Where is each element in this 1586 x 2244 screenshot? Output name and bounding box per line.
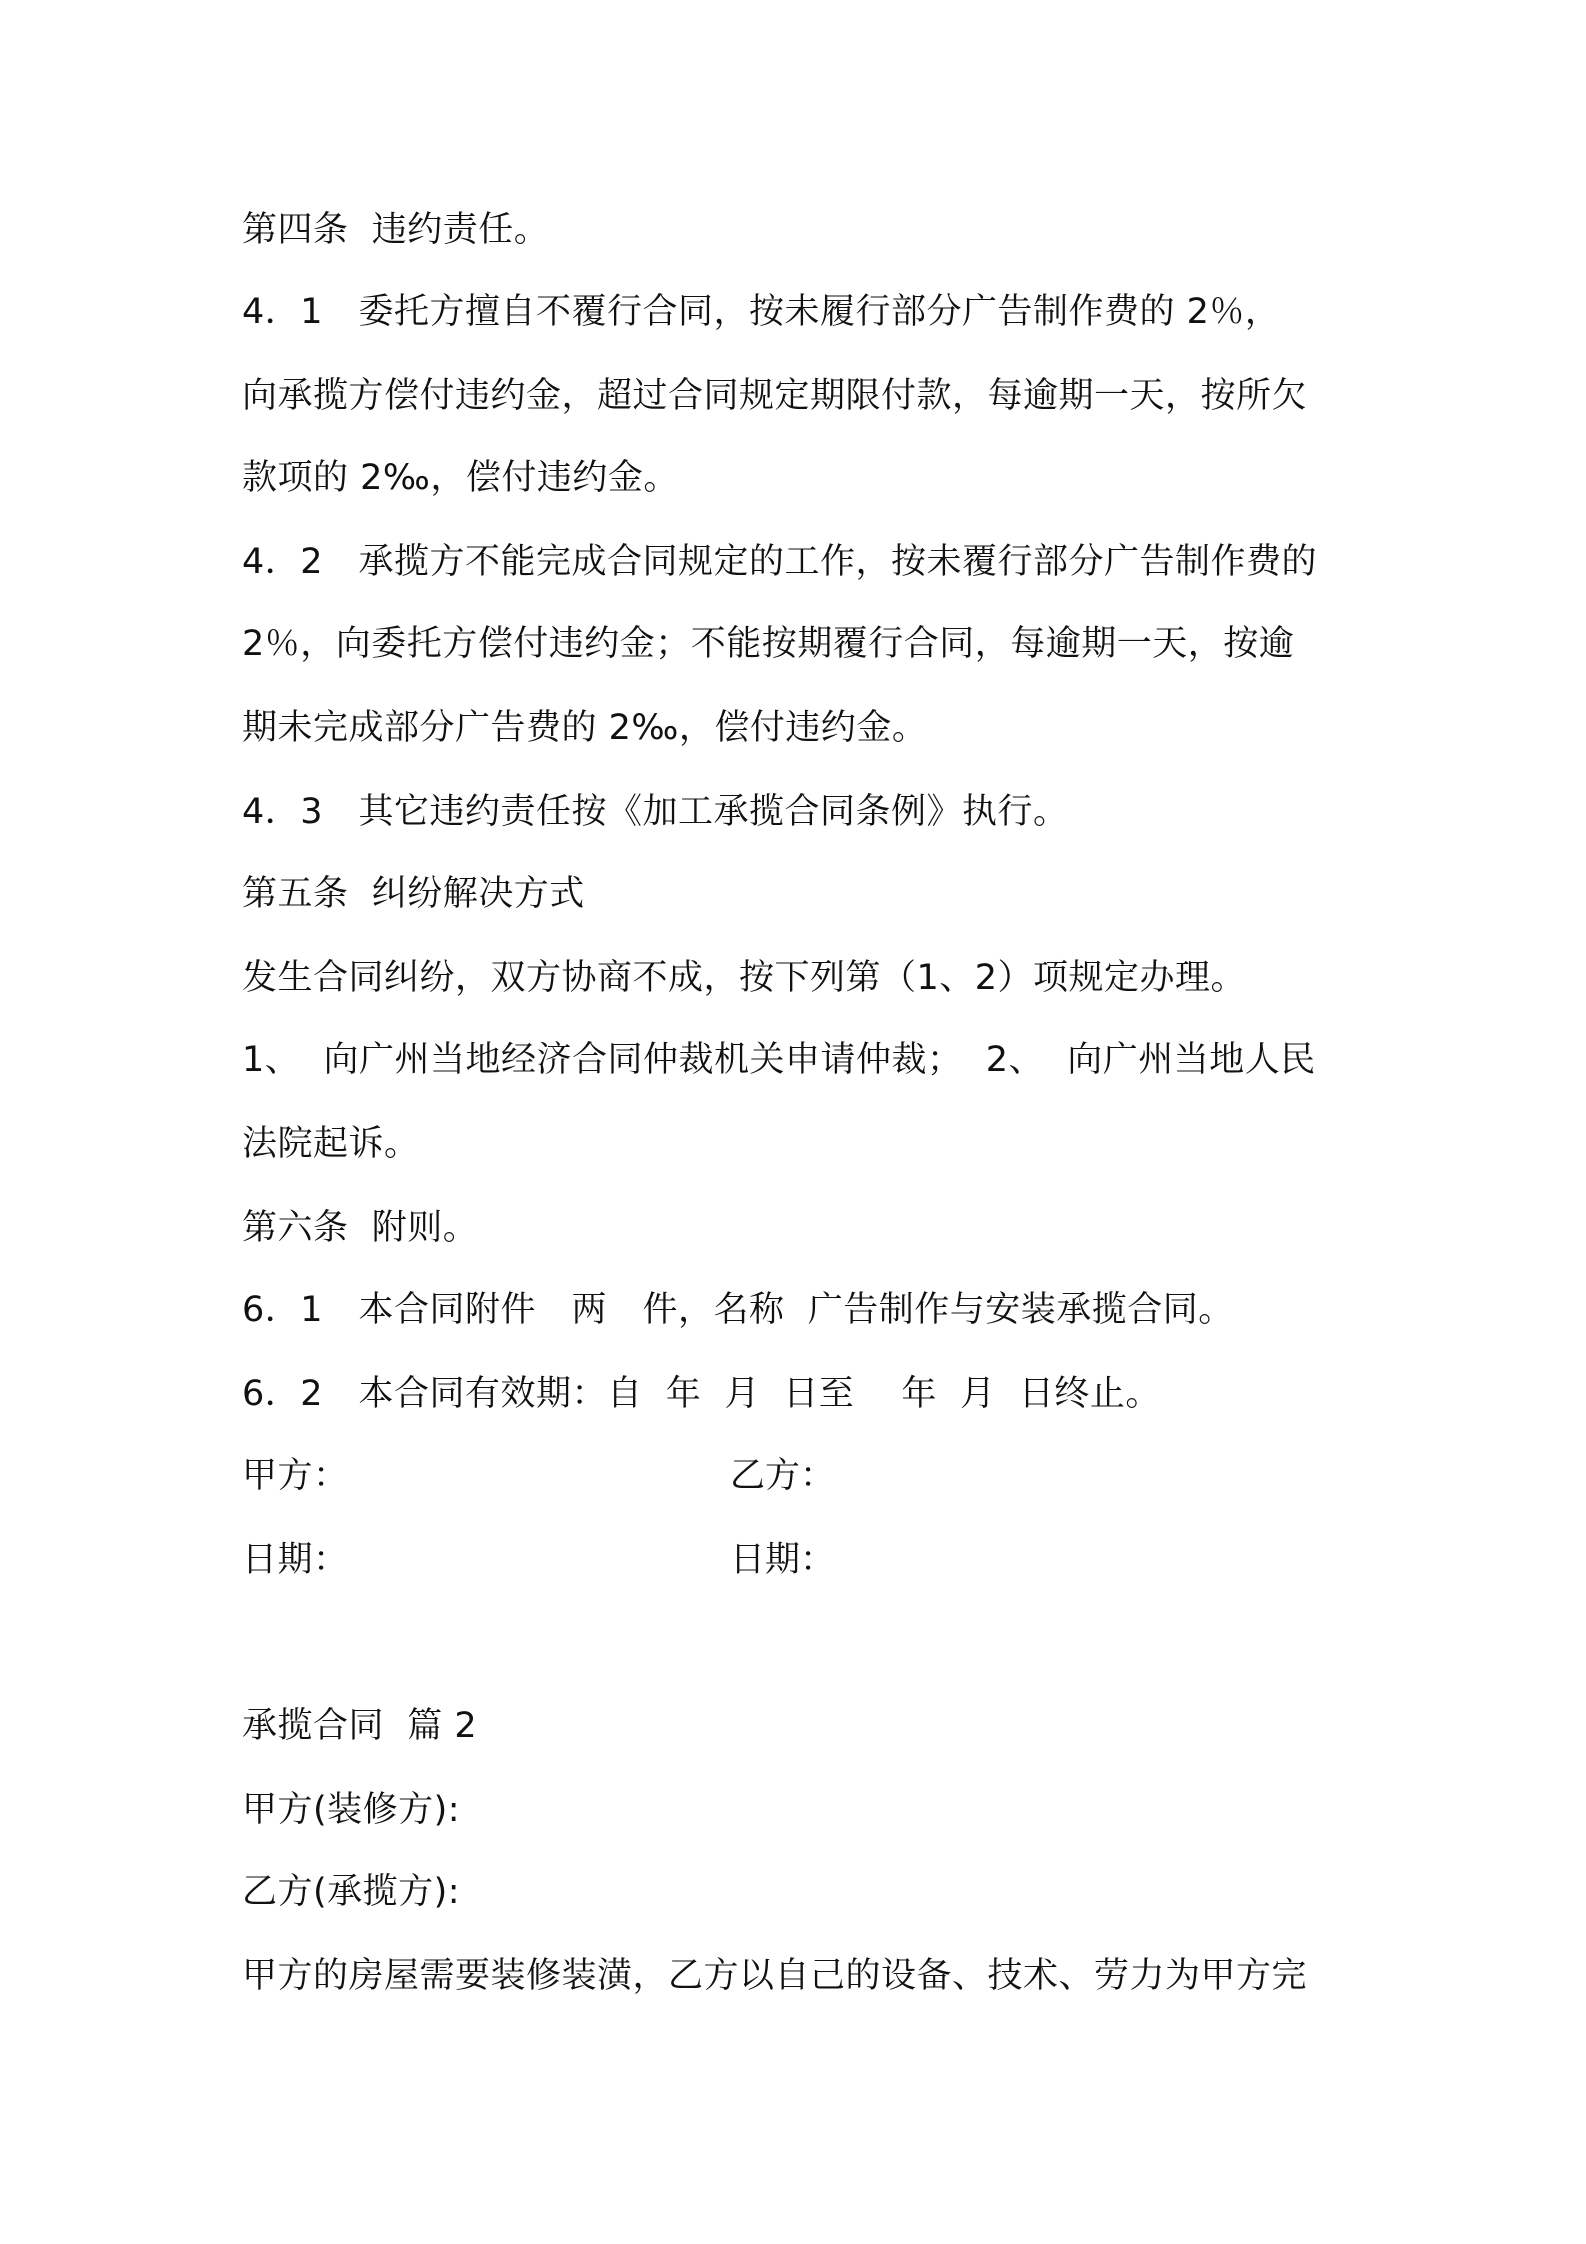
clause-4-2-line-2: 2％，向委托方偿付违约金；不能按期覆行合同，每逾期一天，按逾 xyxy=(242,624,1295,664)
signature-date-b: 日期： xyxy=(730,1540,836,1580)
dispute-options-line-1: 1、 向广州当地经济合同仲裁机关申请仲裁； 2、 向广州当地人民 xyxy=(242,1040,1316,1080)
signature-party-a: 甲方： xyxy=(242,1456,349,1496)
section-2-body: 甲方的房屋需要装修装潢，乙方以自己的设备、技术、劳力为甲方完 xyxy=(242,1956,1308,1996)
signature-party-b: 乙方： xyxy=(730,1456,836,1496)
article-6-heading: 第六条 附则。 xyxy=(242,1208,479,1248)
section-2-party-b: 乙方(承揽方): xyxy=(242,1872,461,1912)
dispute-options-line-2: 法院起诉。 xyxy=(242,1124,420,1164)
article-4-heading: 第四条 违约责任。 xyxy=(242,210,550,250)
clause-6-2: 6．2 本合同有效期：自 年 月 日至 年 月 日终止。 xyxy=(242,1374,1161,1414)
article-5-heading: 第五条 纠纷解决方式 xyxy=(242,874,585,914)
clause-4-1-line-1: 4．1 委托方擅自不覆行合同，按未履行部分广告制作费的 2％， xyxy=(242,292,1281,332)
clause-4-1-line-2: 向承揽方偿付违约金，超过合同规定期限付款，每逾期一天，按所欠 xyxy=(242,376,1308,416)
clause-4-1-line-3: 款项的 2‰，偿付违约金。 xyxy=(242,458,679,498)
clause-6-1: 6．1 本合同附件 两 件，名称 广告制作与安装承揽合同。 xyxy=(242,1290,1234,1330)
clause-4-3: 4．3 其它违约责任按《加工承揽合同条例》执行。 xyxy=(242,792,1069,832)
signature-date-a: 日期： xyxy=(242,1540,349,1580)
clause-4-2-line-1: 4．2 承揽方不能完成合同规定的工作，按未覆行部分广告制作费的 xyxy=(242,542,1318,582)
section-2-party-a: 甲方(装修方): xyxy=(242,1790,461,1830)
section-2-title: 承揽合同 篇 2 xyxy=(242,1706,478,1746)
article-5-intro: 发生合同纠纷，双方协商不成，按下列第（1、2）项规定办理。 xyxy=(242,958,1247,998)
clause-4-2-line-3: 期未完成部分广告费的 2‰，偿付违约金。 xyxy=(242,708,928,748)
